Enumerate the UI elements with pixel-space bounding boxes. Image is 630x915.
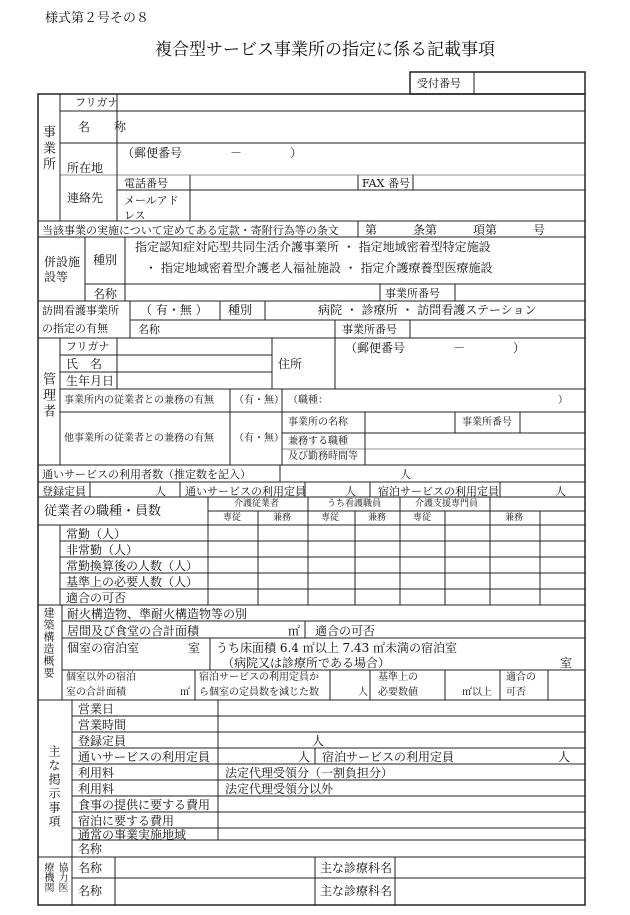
phone-label: 電話番号 [124,177,168,190]
capacity-diff-label-1: 宿泊サービスの利用定員か [199,672,319,683]
medical-name-label-1: 名称 [78,861,103,875]
staff-row-compliance: 適合の可否 [66,591,127,605]
staff-group-nurse: うち看護職員 [327,499,382,509]
facility-options-1: 指定認知症対応型共同生活介護事業所 ・ 指定地域密着型特定施設 [135,240,491,254]
staff-row-parttime: 非常勤（人） [66,543,139,557]
staff-sub-dual: 兼務 [368,513,387,523]
staff-row-fulltime: 常勤（人） [66,527,127,541]
visiting-nursing-type-label: 種別 [228,303,253,317]
notice-stay-capacity: 宿泊サービスの利用定員 [322,750,455,764]
staff-sub-dual: 兼務 [273,513,292,523]
facility-name-label: 名称 [93,287,118,301]
reception-number-field[interactable] [474,72,585,94]
notice-registered-capacity: 登録定員 [78,734,127,748]
other-office-number-label: 事業所番号 [462,417,512,428]
phone-field[interactable] [190,175,358,190]
living-area-fit: 適合の可否 [315,624,376,638]
medical-name-label-2: 名称 [78,884,103,898]
medical-label-1: 協力医 [56,862,67,892]
notice-fee-1: 利用料 [78,766,115,780]
office-section-label: 事業所 [40,125,55,173]
job-type-label: （職種： [288,395,328,406]
stay-capacity-label: 宿泊サービスの利用定員 [378,485,499,498]
reception-number-label: 受付番号 [417,77,461,90]
dual-internal-yes-no[interactable]: （有・無） [234,395,284,406]
facility-name-field[interactable] [125,284,380,301]
day-capacity-label: 通いサービスの利用定員 [185,485,306,498]
living-area-unit: ㎡ [288,624,301,638]
capacity-diff-unit: 人 [358,687,368,698]
office-postal: （郵便番号 － ） [122,146,303,160]
email-label: メールアドレス [124,194,179,222]
notice-business-days: 営業日 [78,702,115,716]
private-room-unit: 室 [188,641,201,655]
visiting-nursing-office-number-label: 事業所番号 [342,323,397,336]
stay-capacity-unit: 人 [555,485,566,498]
other-office-name-label: 事業所の名称 [288,417,348,428]
staff-group-care: 介護従業者 [234,499,280,509]
living-area-label: 居間及び食堂の合計面積 [67,624,200,638]
notice-day-capacity: 通いサービスの利用定員 [78,750,211,764]
building-fit-label-2: 可否 [506,687,526,698]
dual-internal-label: 事業所内の従業者との兼務の有無 [64,395,214,406]
fax-field[interactable] [413,175,585,190]
staff-group-manager: 介護支援専門員 [415,499,479,509]
standard-label-1: 基準上の [378,672,418,683]
notice-fee-1-detail: 法定代理受領分（一割負担分） [225,766,394,780]
dual-other-label: 他事業所の従業者との兼務の有無 [64,433,214,444]
email-field[interactable] [190,190,585,221]
day-service-users-unit: 人 [400,468,411,481]
contact-label: 連絡先 [67,191,104,205]
staff-sub-dedicated: 専従 [413,513,432,523]
office-name-field[interactable] [117,111,585,143]
office-name-label: 名 称 [78,120,127,134]
office-address-label: 所在地 [67,161,104,175]
form-number: 様式第２号その８ [45,11,150,26]
facility-office-number-field[interactable] [455,284,585,301]
floor-area-note-2: （病院又は診療所である場合） [222,656,391,670]
visiting-nursing-yes-no[interactable]: （ 有・無 ） [140,303,208,317]
fax-label: FAX 番号 [362,177,410,190]
page-title: 複合型サービス事業所の指定に係る記載事項 [155,40,495,60]
medical-name-field-2[interactable] [115,878,315,905]
notice-name: 名称 [78,842,103,856]
visiting-nursing-type-options[interactable]: 病院 ・ 診療所 ・ 訪問看護ステーション [318,303,537,317]
facility-options-2: ・ 指定地域密着型介護老人福祉施設 ・ 指定介護療養型医療施設 [145,261,493,275]
manager-dob-field[interactable] [117,372,272,389]
floor-area-room-unit: 室 [560,656,573,670]
medical-name-field-1[interactable] [115,857,315,878]
building-fit-label-1: 適合の [506,672,536,683]
building-section-label: 建築構造概要 [42,607,55,679]
visiting-nursing-label-2: の指定の有無 [42,322,108,335]
medical-dept-label-2: 主な診療科名 [320,884,393,898]
medical-dept-label-1: 主な診療科名 [320,861,393,875]
day-service-users-label: 通いサービスの利用者数（推定数を記入） [42,468,251,481]
other-rooms-unit: ㎡ [180,687,190,698]
facility-office-number-label: 事業所番号 [385,287,440,300]
manager-furigana-label: フリガナ [66,340,110,353]
manager-section-label: 管理者 [40,372,55,420]
notice-stay-cost: 宿泊に要する費用 [78,814,175,828]
medical-label-2: 療機関 [42,862,53,892]
manager-address-label: 住所 [278,357,303,371]
staff-row-converted: 常勤換算後の人数（人） [66,559,199,573]
office-furigana-label: フリガナ [75,96,119,109]
notices-section-label: 主な掲示事項 [47,745,61,829]
visiting-nursing-name-label: 名称 [138,323,160,336]
capacity-diff-label-2: ら個室の定員数を減じた数 [199,687,319,698]
staff-sub-dual: 兼務 [505,513,524,523]
manager-dob-label: 生年月日 [66,374,115,388]
dual-other-yes-no[interactable]: （有・無） [234,433,284,444]
manager-name-label: 氏 名 [66,357,103,371]
facility-type-label: 種別 [93,253,118,267]
facility-label: 併設施設等 [44,255,81,284]
notice-fee-2-detail: 法定代理受領分以外 [225,782,334,796]
registered-capacity-label: 登録定員 [42,485,86,498]
dual-job-label-1: 兼務する職種 [288,436,348,447]
job-type-close: ） [558,395,568,406]
notice-service-area: 通常の事業実施地域 [78,828,187,842]
medical-dept-field-1[interactable] [395,857,585,878]
staff-label: 従業者の職種・員数 [44,504,162,519]
office-furigana-field[interactable] [117,94,585,111]
notice-stay-unit: 人 [558,750,571,764]
notice-registered-unit: 人 [312,734,325,748]
medical-dept-field-2[interactable] [395,878,585,905]
floor-area-note-1: うち床面積 6.4 ㎡以上 7.43 ㎡未満の宿泊室 [216,641,458,655]
manager-name-field[interactable] [117,355,272,372]
statute-value: 第 条第 項第 号 [365,223,546,237]
dual-job-label-2: 及び勤務時間等 [288,451,358,462]
staff-sub-dedicated: 専従 [321,513,340,523]
office-address-field[interactable] [117,143,585,175]
visiting-nursing-label-1: 訪問看護事業所 [42,304,119,317]
standard-label-2: 必要数値 [378,687,418,698]
standard-unit: ㎡以上 [462,687,492,698]
staff-sub-dedicated: 専従 [223,513,242,523]
statute-label: 当該事業の実施について定めてある定款・寄附行為等の条文 [42,224,339,237]
private-room-label: 個室の宿泊室 [67,641,140,655]
notice-fee-2: 利用料 [78,782,115,796]
day-capacity-unit: 人 [345,485,356,498]
registered-capacity-unit: 人 [155,485,166,498]
other-rooms-label-1: 個室以外の宿泊 [66,672,136,683]
notice-business-hours: 営業時間 [78,718,127,732]
notice-day-unit: 人 [298,750,311,764]
fireproof-label: 耐火構造物、準耐火構造物等の別 [67,607,248,621]
manager-postal: （郵便番号 － ） [345,341,526,355]
staff-row-required: 基準上の必要人数（人） [66,575,199,589]
other-rooms-label-2: 室の合計面積 [66,687,126,698]
notice-meal-cost: 食事の提供に要する費用 [78,798,211,812]
